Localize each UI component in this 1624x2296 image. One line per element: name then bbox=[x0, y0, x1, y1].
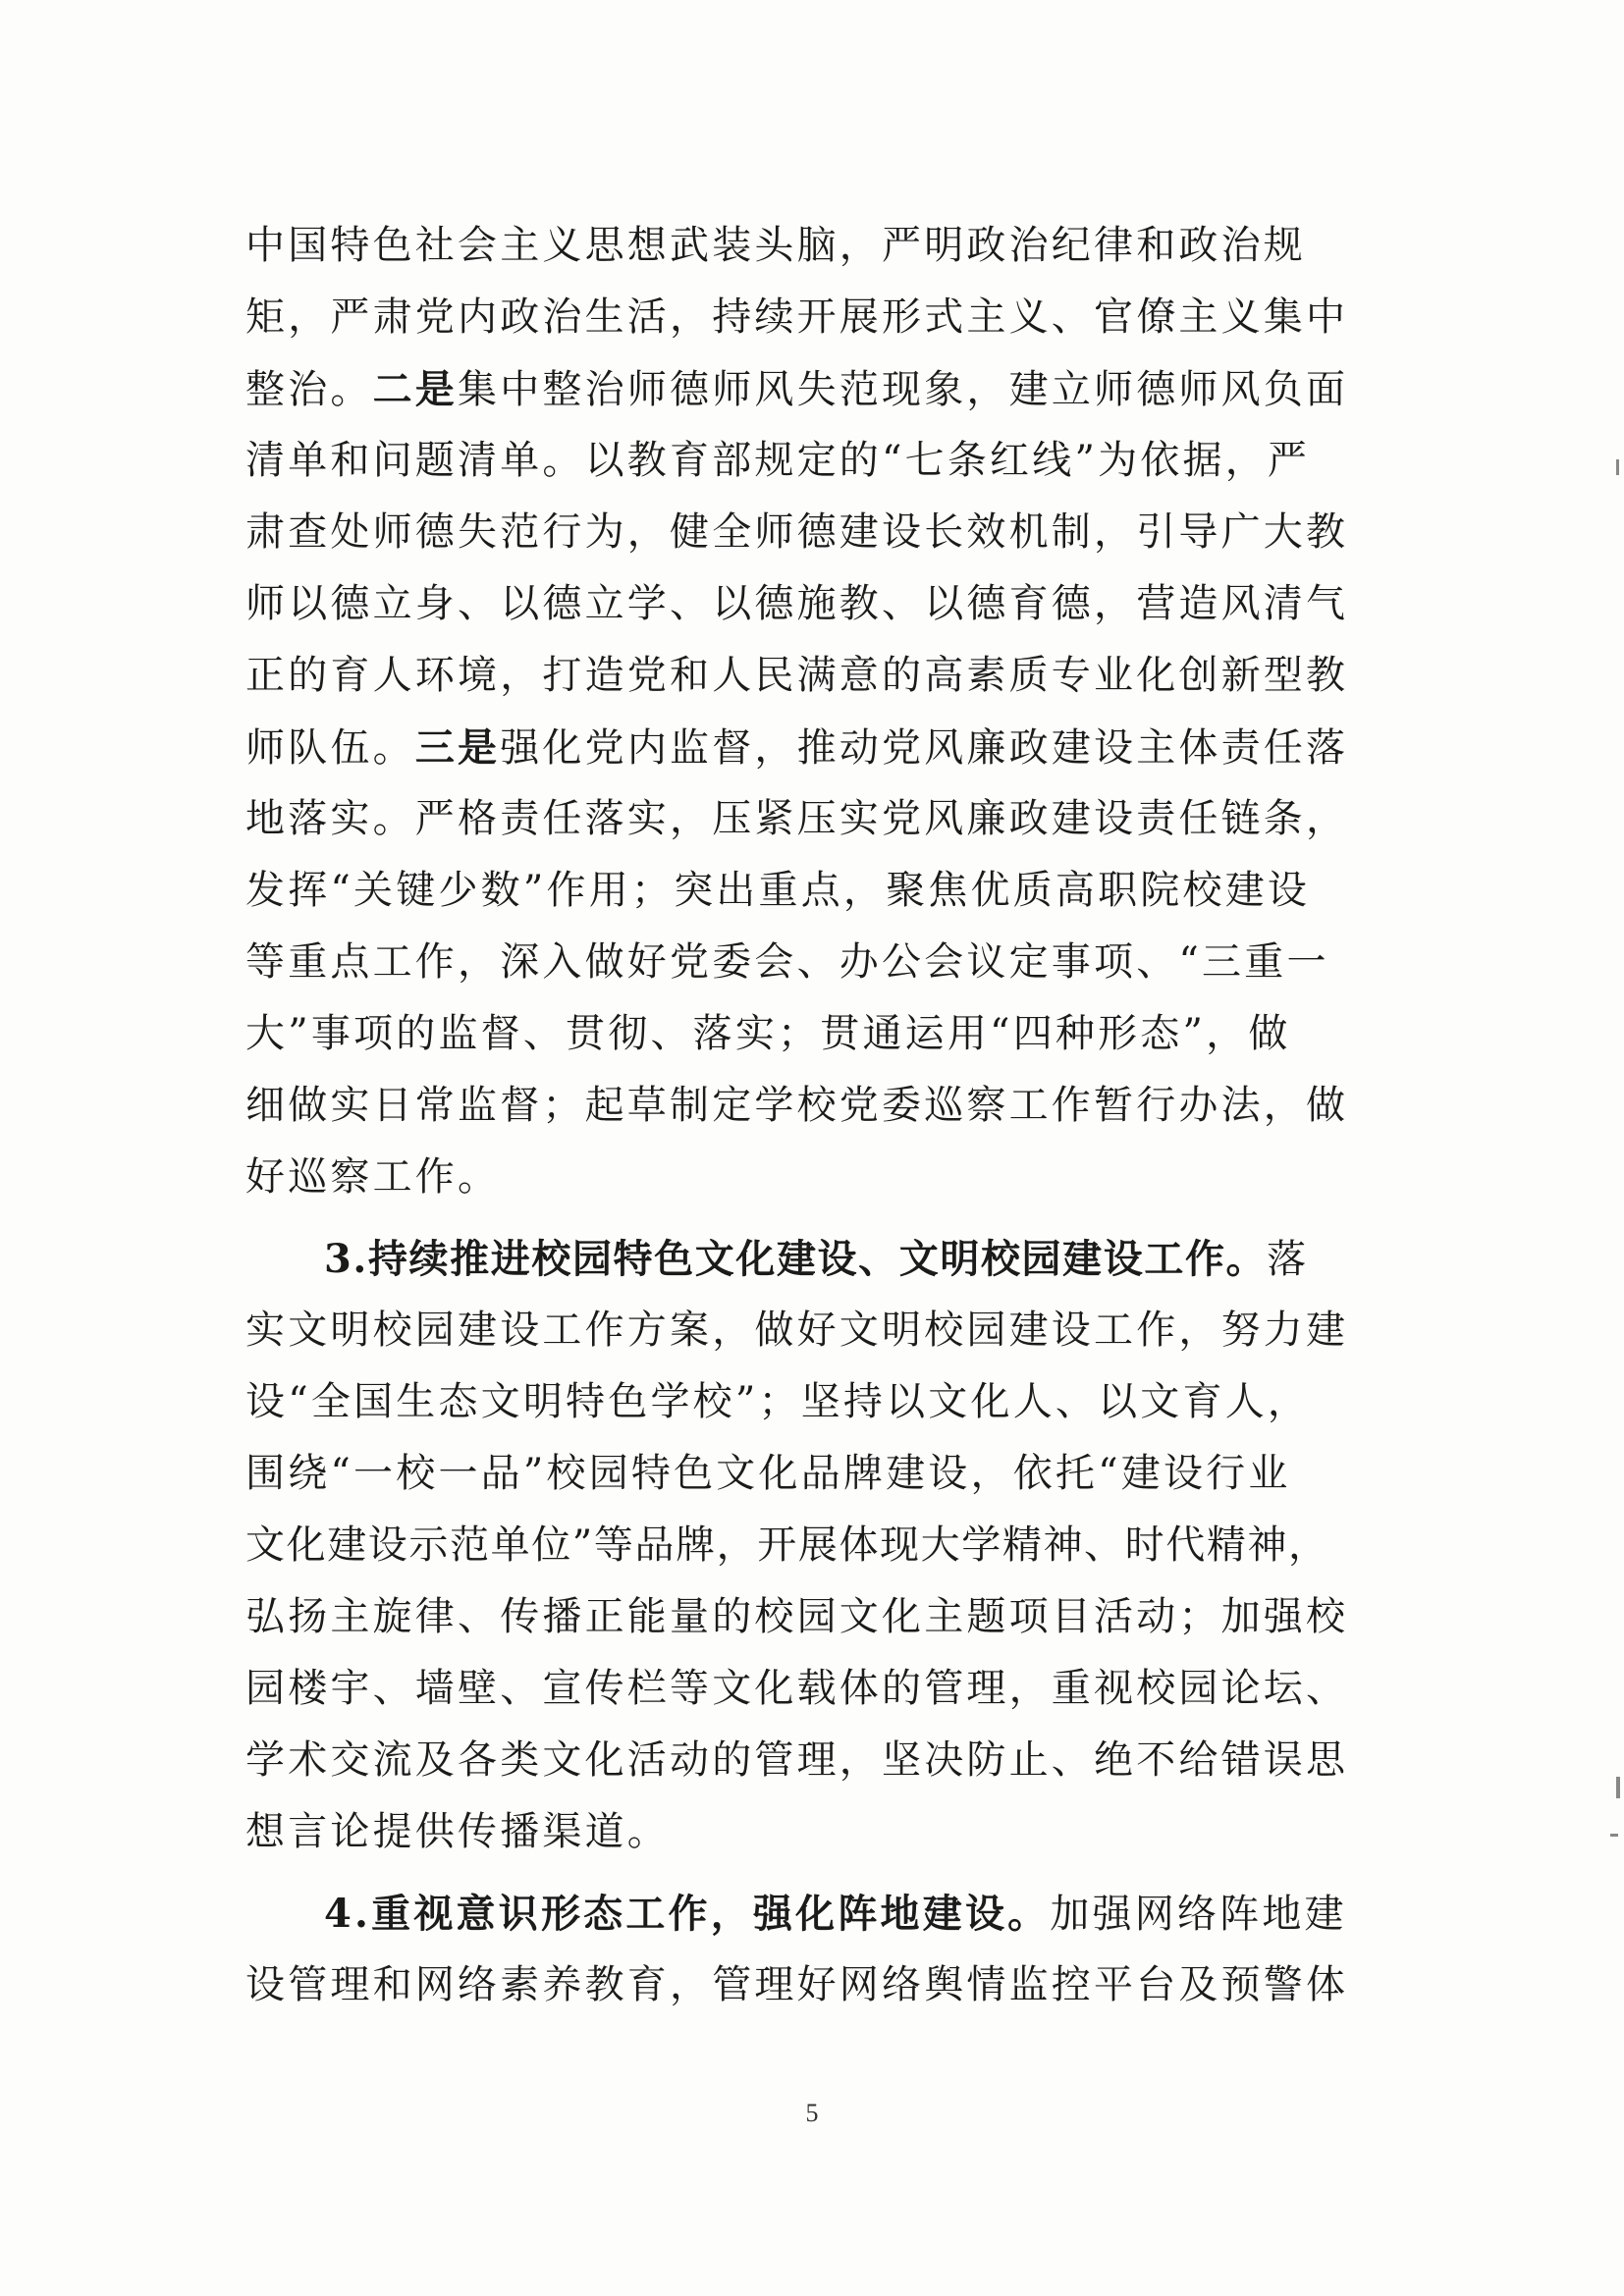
text-line: 学术交流及各类文化活动的管理，坚决防止、绝不给错误思 bbox=[245, 1737, 1349, 1783]
scan-mark bbox=[1616, 459, 1619, 475]
section-3-heading: 3.持续推进校园特色文化建设、文明校园建设工作。 bbox=[324, 1236, 1268, 1282]
text-line: 大”事项的监督、贯彻、落实；贯通运用“四种形态”，做 bbox=[245, 1011, 1291, 1056]
text-run: 集中整治师德师风失范现象，建立师德师风负面 bbox=[458, 367, 1349, 412]
text-run: 强化党内监督，推动党风廉政建设主体责任落 bbox=[500, 725, 1349, 771]
page-number: 5 bbox=[805, 2099, 819, 2127]
text-line: 弘扬主旋律、传播正能量的校园文化主题项目活动；加强校 bbox=[245, 1594, 1349, 1639]
text-line: 细做实日常监督；起草制定学校党委巡察工作暂行办法，做 bbox=[245, 1083, 1349, 1128]
text-line: 好巡察工作。 bbox=[245, 1154, 501, 1200]
text-line: 设管理和网络素养教育，管理好网络舆情监控平台及预警体 bbox=[245, 1962, 1349, 2007]
text-line: 发挥“关键少数”作用；突出重点，聚焦优质高职院校建设 bbox=[245, 868, 1311, 913]
text-line: 文化建设示范单位”等品牌，开展体现大学精神、时代精神， bbox=[245, 1522, 1329, 1568]
text-line: 正的育人环境，打造党和人民满意的高素质专业化创新型教 bbox=[245, 653, 1349, 698]
text-line bbox=[245, 353, 1375, 425]
text-line bbox=[245, 712, 1375, 783]
text-line: 等重点工作，深入做好党委会、办公会议定事项、“三重一 bbox=[245, 939, 1329, 985]
section-3-first-line bbox=[245, 1223, 1375, 1295]
section-4-heading: 4.重视意识形态工作，强化阵地建设。 bbox=[324, 1891, 1051, 1937]
text-line: 矩，严肃党内政治生活，持续开展形式主义、官僚主义集中 bbox=[245, 294, 1349, 340]
text-line: 地落实。严格责任落实，压紧压实党风廉政建设责任链条， bbox=[245, 796, 1349, 841]
text-line: 设“全国生态文明特色学校”；坚持以文化人、以文育人， bbox=[245, 1379, 1311, 1424]
bold-marker-third: 三是 bbox=[414, 724, 501, 771]
text-run: 整治。 bbox=[245, 367, 373, 412]
section-4-first-line bbox=[245, 1878, 1375, 1949]
bold-marker-second: 二是 bbox=[372, 366, 459, 412]
text-line: 中国特色社会主义思想武装头脑，严明政治纪律和政治规 bbox=[245, 223, 1306, 268]
text-line: 实文明校园建设工作方案，做好文明校园建设工作，努力建 bbox=[245, 1308, 1349, 1353]
text-run: 落 bbox=[1267, 1237, 1308, 1282]
body-text bbox=[245, 210, 1375, 2021]
scan-mark bbox=[1610, 1834, 1618, 1837]
text-line: 想言论提供传播渠道。 bbox=[245, 1809, 670, 1854]
text-line: 围绕“一校一品”校园特色文化品牌建设，依托“建设行业 bbox=[245, 1451, 1291, 1496]
text-run: 加强网络阵地建 bbox=[1050, 1892, 1347, 1937]
text-line: 肃查处师德失范行为，健全师德建设长效机制，引导广大教 bbox=[245, 509, 1349, 555]
text-line: 园楼宇、墙壁、宣传栏等文化载体的管理，重视校园论坛、 bbox=[245, 1666, 1349, 1711]
text-run: 师队伍。 bbox=[245, 725, 415, 771]
scan-mark bbox=[1616, 1777, 1620, 1798]
text-line: 师以德立身、以德立学、以德施教、以德育德，营造风清气 bbox=[245, 581, 1349, 626]
text-line: 清单和问题清单。以教育部规定的“七条红线”为依据，严 bbox=[245, 438, 1311, 483]
